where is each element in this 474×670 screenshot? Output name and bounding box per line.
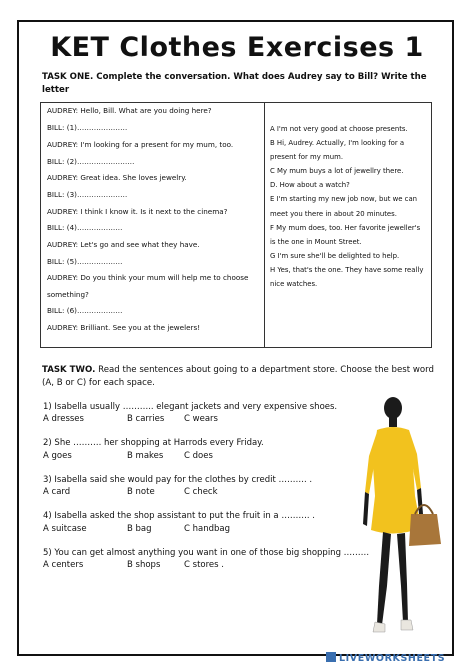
choice-a[interactable]: A card [43,487,71,497]
choice-a[interactable]: A goes [43,451,72,461]
choice-a[interactable]: A centers [43,560,84,570]
option-line: H Yes, that's the one. They have some really [270,265,424,274]
shoe-left [373,622,385,632]
task-two-label: TASK TWO. [42,365,96,375]
answer-options [270,122,428,291]
page-title: KET Clothes Exercises 1 [50,32,424,63]
conversation-line: AUDREY: Brilliant. See you at the jewelers! [47,323,201,332]
choice-c[interactable]: C stores . [184,560,224,570]
choice-a[interactable]: A suitcase [43,524,87,534]
conversation-line[interactable]: BILL: (4)………………. [47,223,123,232]
conversation-line[interactable]: BILL: (6)………………. [47,306,123,315]
conversation-line: AUDREY: Let's go and see what they have. [47,240,200,249]
choice-a[interactable]: A dresses [43,414,84,424]
mannequin-leg-left [377,532,391,625]
conversation-line: AUDREY: Do you think your mum will help me to choose [47,273,249,282]
conversation-line[interactable]: BILL: (1)………………… [47,123,128,132]
choice-c[interactable]: C handbag [184,524,231,534]
mannequin-head [384,397,402,419]
option-line: E I'm starting my new job now, but we can [270,195,418,204]
mannequin-arm-left [363,492,369,526]
choice-b[interactable]: B note [127,487,155,497]
option-line: nice watches. [270,280,318,289]
conversation-line: something? [47,290,89,299]
option-line: D. How about a watch? [270,181,350,190]
option-line: G I'm sure she'll be delighted to help. [270,251,400,260]
task-one-heading: TASK ONE. Complete the conversation. What does Audrey say to Bill? Write the letter [42,72,427,95]
option-line: B Hi, Audrey. Actually, I'm looking for a [270,139,405,148]
mannequin-neck [389,417,397,427]
conversation-line[interactable]: BILL: (3)………………… [47,190,128,199]
choice-b[interactable]: B bag [127,524,152,534]
choice-c[interactable]: C check [184,487,218,497]
conversation-line: AUDREY: Hello, Bill. What are you doing here? [47,106,212,115]
conversation-line: AUDREY: I think I know it. Is it next to the cinema? [47,207,228,216]
handbag [409,514,441,546]
conversation-line[interactable]: BILL: (2)…………………… [47,157,135,166]
option-line: F My mum does, too. Her favorite jeweller's [270,223,421,232]
shoe-right [401,620,413,630]
question-3: 3) Isabella said she would pay for the clothes by credit ………. . [43,475,313,485]
liveworksheets-logo-icon [326,652,336,662]
choice-c[interactable]: C wears [184,414,218,424]
logo-text: LIVEWORKSHEETS [339,653,446,664]
mannequin-yellow-dress-image [355,396,445,641]
choice-b[interactable]: B makes [127,451,164,461]
conversation-line: AUDREY: Great idea. She loves jewelry. [47,173,187,182]
option-line: meet you there in about 20 minutes. [270,209,397,218]
option-line: C My mum buys a lot of jewellry there. [270,167,404,176]
table-divider [264,102,265,348]
choice-b[interactable]: B carries [127,414,165,424]
question-2: 2) She ………. her shopping at Harrods every Friday. [43,438,264,448]
conversation-line[interactable]: BILL: (5)………………. [47,257,123,266]
question-1: 1) Isabella usually ……….. elegant jackets and very expensive shoes. [43,402,338,412]
conversation-line: AUDREY: I'm looking for a present for my mum, too. [47,140,234,149]
option-line: is the one in Mount Street. [270,237,362,246]
mannequin-leg-right [397,533,408,622]
task-two-heading [42,364,437,390]
option-line: present for my mum. [270,153,344,162]
liveworksheets-logo[interactable] [326,652,466,666]
choice-c[interactable]: C does [184,451,213,461]
option-line: A I'm not very good at choose presents. [270,125,408,133]
choice-b[interactable]: B shops [127,560,161,570]
task-two-instructions: Read the sentences about going to a department store. Choose the best word (A, B or C) for each space. [42,365,434,388]
question-4: 4) Isabella asked the shop assistant to put the fruit in a ………. . [43,511,315,521]
question-5: 5) You can get almost anything you want in one of those big shopping ……… [43,548,370,558]
